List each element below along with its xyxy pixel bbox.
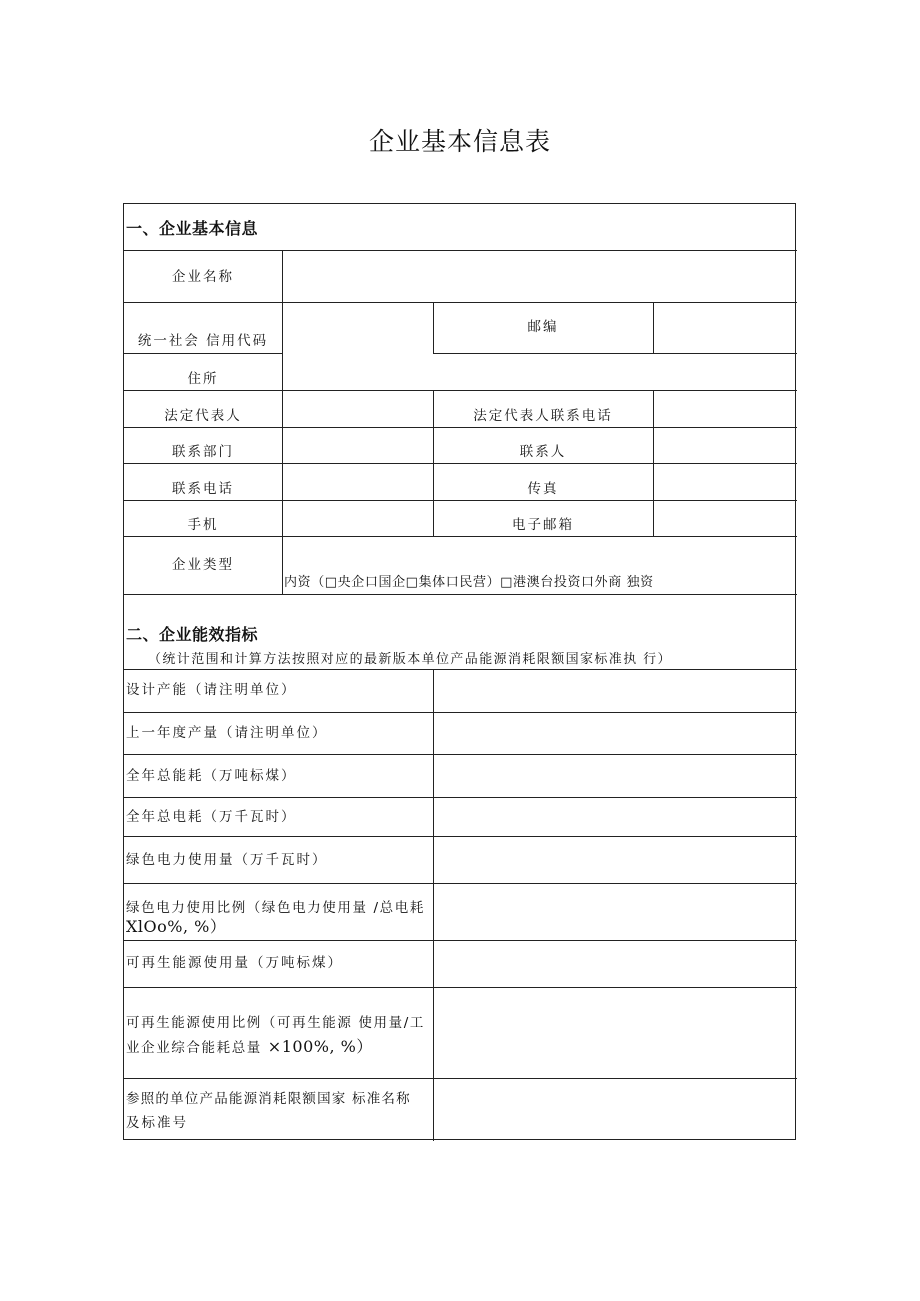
row-divider xyxy=(124,250,797,251)
renewable-ratio-text: 业企业综合能耗总量 xyxy=(126,1040,268,1056)
label-design-capacity: 设计产能（请注明单位） xyxy=(126,682,297,698)
label-contact-dept: 联系部门 xyxy=(172,444,234,460)
row-divider xyxy=(433,353,797,354)
document-title: 企业基本信息表 xyxy=(368,127,551,156)
row-divider xyxy=(124,500,797,501)
label-email: 电子邮箱 xyxy=(512,517,574,533)
label-legal-rep-phone: 法定代表人联系电话 xyxy=(473,408,613,424)
row-divider xyxy=(124,463,797,464)
section-heading-basic-info: 一、企业基本信息 xyxy=(126,219,259,238)
row-divider xyxy=(124,712,797,713)
label-renewable-ratio-line1: 可再生能源使用比例（可再生能源 使用量/工 xyxy=(126,1015,425,1031)
col-divider xyxy=(653,302,654,353)
row-divider xyxy=(124,390,797,391)
label-contact-person: 联系人 xyxy=(519,444,567,460)
col-divider xyxy=(433,669,434,1141)
label-mobile: 手机 xyxy=(187,517,219,533)
col-divider xyxy=(282,250,283,594)
label-green-power-usage: 绿色电力使用量（万千瓦时） xyxy=(126,852,328,868)
label-address: 住所 xyxy=(187,371,219,387)
label-green-power-ratio-line1: 绿色电力使用比例（绿色电力使用量 /总电耗 xyxy=(126,900,425,916)
row-divider xyxy=(124,836,797,837)
row-divider xyxy=(124,353,282,354)
label-green-power-ratio-line2: XlOo%, %） xyxy=(126,917,227,936)
row-divider xyxy=(124,669,797,670)
row-divider xyxy=(124,1078,797,1079)
row-divider xyxy=(124,594,797,595)
label-standard-line2: 及标准号 xyxy=(126,1115,188,1131)
label-credit-code: 统一社会 信用代码 xyxy=(137,333,269,349)
col-divider xyxy=(653,390,654,536)
label-company-name: 企业名称 xyxy=(172,269,234,285)
label-company-type: 企业类型 xyxy=(172,557,234,573)
row-divider xyxy=(124,754,797,755)
label-standard-line1: 参照的单位产品能源消耗限额国家 标准名称 xyxy=(126,1091,411,1107)
info-table xyxy=(123,203,796,1140)
label-postcode: 邮编 xyxy=(527,319,559,335)
label-contact-phone: 联系电话 xyxy=(172,481,234,497)
label-total-energy: 全年总能耗（万吨标煤） xyxy=(126,768,297,784)
row-divider xyxy=(124,883,797,884)
section-heading-efficiency: 二、企业能效指标 xyxy=(126,625,259,644)
label-fax: 传真 xyxy=(527,481,559,497)
row-divider xyxy=(124,987,797,988)
row-divider xyxy=(124,536,797,537)
row-divider xyxy=(124,797,797,798)
label-last-year-output: 上一年度产量（请注明单位） xyxy=(126,725,328,741)
company-type-options: 内资（□央企口国企□集体口民营）□港澳台投资口外商 独资 xyxy=(284,575,654,590)
label-renewable-ratio-line2 xyxy=(126,1036,373,1059)
row-divider xyxy=(124,940,797,941)
efficiency-note: （统计范围和计算方法按照对应的最新版本单位产品能源消耗限额国家标准执 行） xyxy=(148,652,672,667)
label-renewable-usage: 可再生能源使用量（万吨标煤） xyxy=(126,955,343,971)
label-legal-rep: 法定代表人 xyxy=(164,408,242,424)
row-divider xyxy=(124,427,797,428)
renewable-ratio-formula: ×100%, %） xyxy=(267,1037,373,1056)
row-divider xyxy=(124,302,797,303)
label-total-electricity: 全年总电耗（万千瓦时） xyxy=(126,809,297,825)
